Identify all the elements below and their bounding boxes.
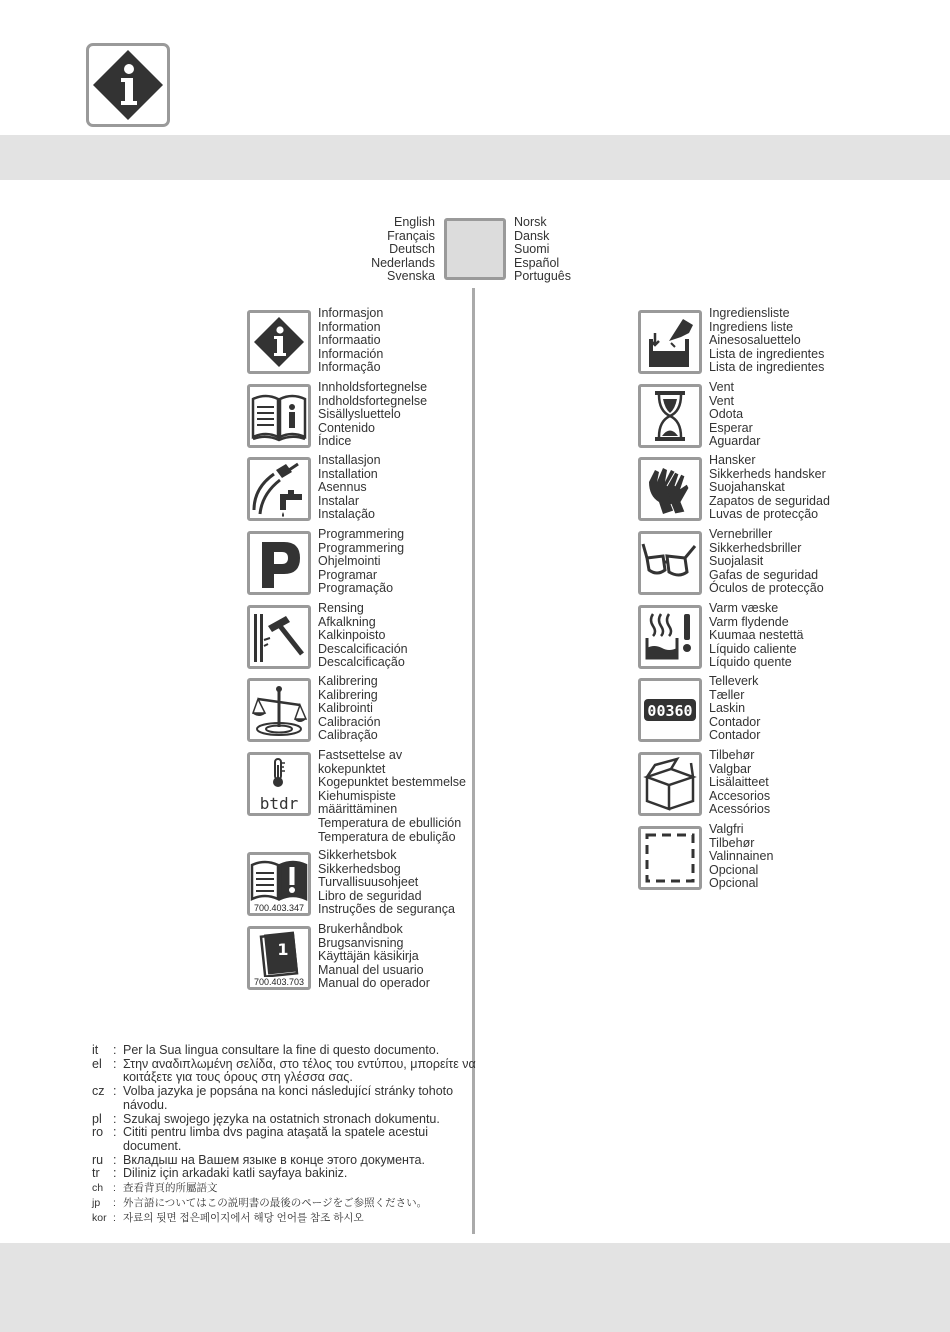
- safety-book-icon: [247, 852, 311, 916]
- legend-label: Kalibrering: [318, 674, 378, 688]
- legend-labels-right: [709, 454, 830, 522]
- separator: :: [113, 1197, 116, 1210]
- separator: :: [113, 1125, 117, 1140]
- legend-labels-right: [709, 749, 770, 817]
- legend-label: Descalcificação: [318, 655, 405, 670]
- language-code: jp: [92, 1197, 101, 1210]
- legend-label: Tilbehør: [709, 835, 755, 850]
- legend-label: Aguardar: [709, 434, 761, 449]
- legend-label: Zapatos de seguridad: [709, 493, 830, 508]
- book-info-icon: [247, 384, 311, 448]
- legend-label: Kuumaa nestettä: [709, 628, 804, 643]
- legend-label: Käyttäjän käsikirja: [318, 949, 419, 964]
- legend-labels-right: [318, 381, 427, 449]
- legend-label: Kogepunktet bestemmelse: [318, 775, 467, 790]
- separator: :: [113, 1043, 117, 1057]
- separator: :: [113, 1056, 117, 1071]
- legend-label: Telleverk: [709, 674, 759, 688]
- legend-label: Óculos de protecção: [709, 581, 824, 596]
- legend-label: Kalibrering: [318, 687, 378, 702]
- legend-label: Asennus: [318, 480, 367, 495]
- language-note: [92, 1058, 483, 1085]
- separator: :: [113, 1111, 117, 1126]
- legend-label: Descalcificación: [318, 641, 408, 656]
- language-note: [92, 1211, 483, 1226]
- legend-label: Installasjon: [318, 453, 381, 467]
- language-code: ro: [92, 1125, 104, 1140]
- legend-label: Información: [318, 346, 384, 361]
- language-name: Deutsch: [389, 242, 435, 257]
- language-note: [92, 1085, 483, 1112]
- language-name: Suomi: [514, 242, 550, 257]
- legend-label: Varm flydende: [709, 614, 789, 629]
- programming-icon: [247, 531, 311, 595]
- bottom-gray-band: [0, 1243, 950, 1332]
- language-code: ru: [92, 1152, 104, 1167]
- language-code: tr: [92, 1166, 100, 1181]
- legend-label: määrittäminen: [318, 802, 398, 817]
- language-note-text: Вкладыш на Вашем языке в конце этого документа.: [123, 1152, 425, 1167]
- boiling-temperature-icon: [247, 752, 311, 816]
- legend-label: Programmering: [318, 527, 405, 541]
- legend-label: Sikkerheds handsker: [709, 466, 826, 481]
- legend-label: Lisälaitteet: [709, 775, 769, 790]
- hot-liquid-icon: [638, 605, 702, 669]
- legend-label: Sikkerhetsbok: [318, 848, 397, 862]
- legend-label: Programação: [318, 581, 394, 596]
- info-icon: [247, 310, 311, 374]
- language-note: [92, 1044, 483, 1058]
- legend-labels-right: [318, 528, 404, 596]
- legend-label: Afkalkning: [318, 614, 376, 629]
- legend-label: Information: [318, 319, 381, 334]
- calibration-icon: [247, 678, 311, 742]
- accessories-box-icon: [638, 752, 702, 816]
- legend-label: Ingrediensliste: [709, 306, 790, 320]
- legend-label: Accesorios: [709, 788, 771, 803]
- legend-label: Opcional: [709, 862, 759, 877]
- language-code: it: [92, 1043, 99, 1057]
- legend-label: Temperatura de ebulição: [318, 829, 456, 844]
- language-note: [92, 1181, 483, 1196]
- document-number: 700.403.347: [253, 903, 305, 913]
- legend-label: Libro de seguridad: [318, 888, 422, 903]
- legend-label: Suojahanskat: [709, 480, 785, 495]
- legend-label: Hansker: [709, 453, 756, 467]
- legend-labels-right: [709, 381, 760, 449]
- legend-label: Valinnainen: [709, 849, 774, 864]
- legend-label: Informasjon: [318, 306, 384, 320]
- legend-label: Installation: [318, 466, 378, 481]
- language-name: English: [394, 215, 435, 229]
- legend-label: Esperar: [709, 420, 753, 435]
- separator: :: [113, 1182, 116, 1195]
- legend-label: Ohjelmointi: [318, 554, 381, 569]
- legend-label: Suojalasit: [709, 554, 764, 569]
- legend-label: Ainesosaluettelo: [709, 333, 801, 348]
- legend-label: Acessórios: [709, 802, 771, 817]
- legend-label: Sikkerhedsbog: [318, 861, 401, 876]
- counter-icon: [638, 678, 702, 742]
- legend-label: Informaatio: [318, 333, 381, 348]
- language-note: [92, 1126, 483, 1153]
- legend-labels-right: [318, 675, 381, 743]
- legend-label: Programar: [318, 567, 378, 582]
- legend-label: Innholdsfortegnelse: [318, 380, 428, 394]
- legend-labels-right: [318, 749, 466, 844]
- legend-label: Calibração: [318, 728, 378, 743]
- optional-dashed-icon: [638, 826, 702, 890]
- legend-label: Vent: [709, 380, 735, 394]
- language-name: Español: [514, 255, 560, 270]
- language-code: el: [92, 1056, 102, 1071]
- icon-text: btdr: [259, 794, 299, 813]
- legend-label: Lista de ingredientes: [709, 360, 825, 375]
- legend-label: kokepunktet: [318, 761, 386, 776]
- legend-label: Gafas de seguridad: [709, 567, 819, 582]
- language-note-text: Cititi pentru limba dvs pagina ataşată la spatele acestui document.: [123, 1125, 429, 1153]
- legend-label: Sisällysluettelo: [318, 407, 401, 422]
- icon-text: 1: [277, 940, 289, 959]
- ingredients-icon: [638, 310, 702, 374]
- legend-label: Informação: [318, 360, 381, 375]
- legend-label: Odota: [709, 407, 744, 422]
- legend-label: Instruções de segurança: [318, 902, 455, 917]
- gloves-icon: [638, 457, 702, 521]
- legend-labels-right: [709, 675, 760, 743]
- legend-label: Instalar: [318, 493, 359, 508]
- legend-labels-right: [709, 307, 824, 375]
- legend-labels-right: [709, 823, 773, 891]
- legend-label: Brukerhåndbok: [318, 922, 403, 936]
- user-manual-icon: [247, 926, 311, 990]
- legend-label: Líquido caliente: [709, 641, 797, 656]
- legend-labels-right: [318, 454, 381, 522]
- icon-text: 00360: [647, 702, 693, 720]
- language-code: ch: [92, 1182, 104, 1195]
- legend-label: Indholdsfortegnelse: [318, 393, 428, 408]
- separator: :: [113, 1084, 117, 1099]
- language-note-text: Szukaj swojego języka na ostatnich stronach dokumentu.: [123, 1111, 440, 1126]
- legend-label: Ingrediens liste: [709, 319, 794, 334]
- legend-label: Vent: [709, 393, 735, 408]
- language-name: Svenska: [387, 269, 435, 284]
- legend-label: Líquido quente: [709, 655, 792, 670]
- legend-label: Tæller: [709, 687, 745, 702]
- language-name: Nederlands: [371, 255, 435, 270]
- language-note-text: Diliniz için arkadaki katli sayfaya bakiniz.: [123, 1166, 348, 1181]
- legend-label: Contador: [709, 714, 761, 729]
- language-swatch-box: [444, 218, 506, 280]
- legend-label: Contenido: [318, 420, 375, 435]
- language-notes: [92, 1044, 483, 1226]
- legend-label: Lista de ingredientes: [709, 346, 825, 361]
- language-note-text: Per la Sua lingua consultare la fine di questo documento.: [123, 1043, 440, 1057]
- information-logo-icon: [86, 43, 170, 127]
- legend-label: Instalação: [318, 507, 375, 522]
- language-note-text: 查看背頁的所屬語文: [123, 1182, 218, 1195]
- legend-label: Luvas de protecção: [709, 507, 819, 522]
- legend-label: Valgfri: [709, 822, 744, 836]
- legend-label: Laskin: [709, 701, 746, 716]
- language-name: Français: [387, 228, 435, 243]
- language-code: pl: [92, 1111, 102, 1126]
- legend-label: Tilbehør: [709, 748, 755, 762]
- language-note-text: 자료의 뒷면 접은페이지에서 해당 언어를 참조 하시오: [123, 1212, 364, 1225]
- legend-label: Varm væske: [709, 601, 779, 615]
- language-note: [92, 1167, 483, 1181]
- legend-label: Rensing: [318, 601, 364, 615]
- legend-labels-right: [318, 923, 430, 991]
- language-note: [92, 1113, 483, 1127]
- legend-label: Fastsettelse av: [318, 748, 403, 762]
- legend-labels-right: [318, 849, 455, 917]
- legend-labels-right: [709, 602, 804, 670]
- legend-label: Turvallisuusohjeet: [318, 875, 419, 890]
- language-code: cz: [92, 1084, 105, 1099]
- legend-label: Programmering: [318, 540, 405, 555]
- language-note: [92, 1196, 483, 1211]
- legend-labels-right: [318, 307, 383, 375]
- separator: :: [113, 1152, 117, 1167]
- language-list-left: [371, 216, 435, 284]
- language-name: Dansk: [514, 228, 550, 243]
- legend-label: Sikkerhedsbriller: [709, 540, 802, 555]
- language-name: Norsk: [514, 215, 547, 229]
- language-note-text: 外言語についてはこの説明書の最後のページをご参照ください。: [123, 1197, 428, 1210]
- goggles-icon: [638, 531, 702, 595]
- legend-label: Kalibrointi: [318, 701, 373, 716]
- legend-label: Kalkinpoisto: [318, 628, 386, 643]
- separator: :: [113, 1212, 116, 1225]
- language-list-right: [514, 216, 571, 284]
- legend-label: Opcional: [709, 876, 759, 891]
- legend-label: Kiehumispiste: [318, 788, 396, 803]
- language-note: [92, 1154, 483, 1168]
- legend-label: Índice: [318, 434, 352, 449]
- legend-label: Vernebriller: [709, 527, 773, 541]
- language-code: kor: [92, 1212, 107, 1225]
- legend-labels-right: [709, 528, 824, 596]
- legend-label: Manual do operador: [318, 976, 430, 991]
- installation-icon: [247, 457, 311, 521]
- legend-label: Manual del usuario: [318, 962, 424, 977]
- language-name: Português: [514, 269, 571, 284]
- hourglass-icon: [638, 384, 702, 448]
- legend-labels-right: [318, 602, 408, 670]
- separator: :: [113, 1166, 117, 1181]
- language-note-text: Volba jazyka je popsána na konci následující stránky tohoto návodu.: [123, 1084, 454, 1112]
- legend-label: Valgbar: [709, 761, 752, 776]
- language-note-text: Στην αναδιπλωμένη σελίδα, στο τέλος του εντύπου, μπορείτε να κοιτάξετε για τους όρους στη γλέσσα σας.: [123, 1056, 476, 1085]
- legend-label: Calibración: [318, 714, 381, 729]
- legend-label: Contador: [709, 728, 761, 743]
- legend-label: Brugsanvisning: [318, 935, 404, 950]
- legend-label: Temperatura de ebullición: [318, 815, 462, 830]
- document-number: 700.403.703: [253, 977, 305, 987]
- top-gray-band: [0, 135, 950, 180]
- descaling-icon: [247, 605, 311, 669]
